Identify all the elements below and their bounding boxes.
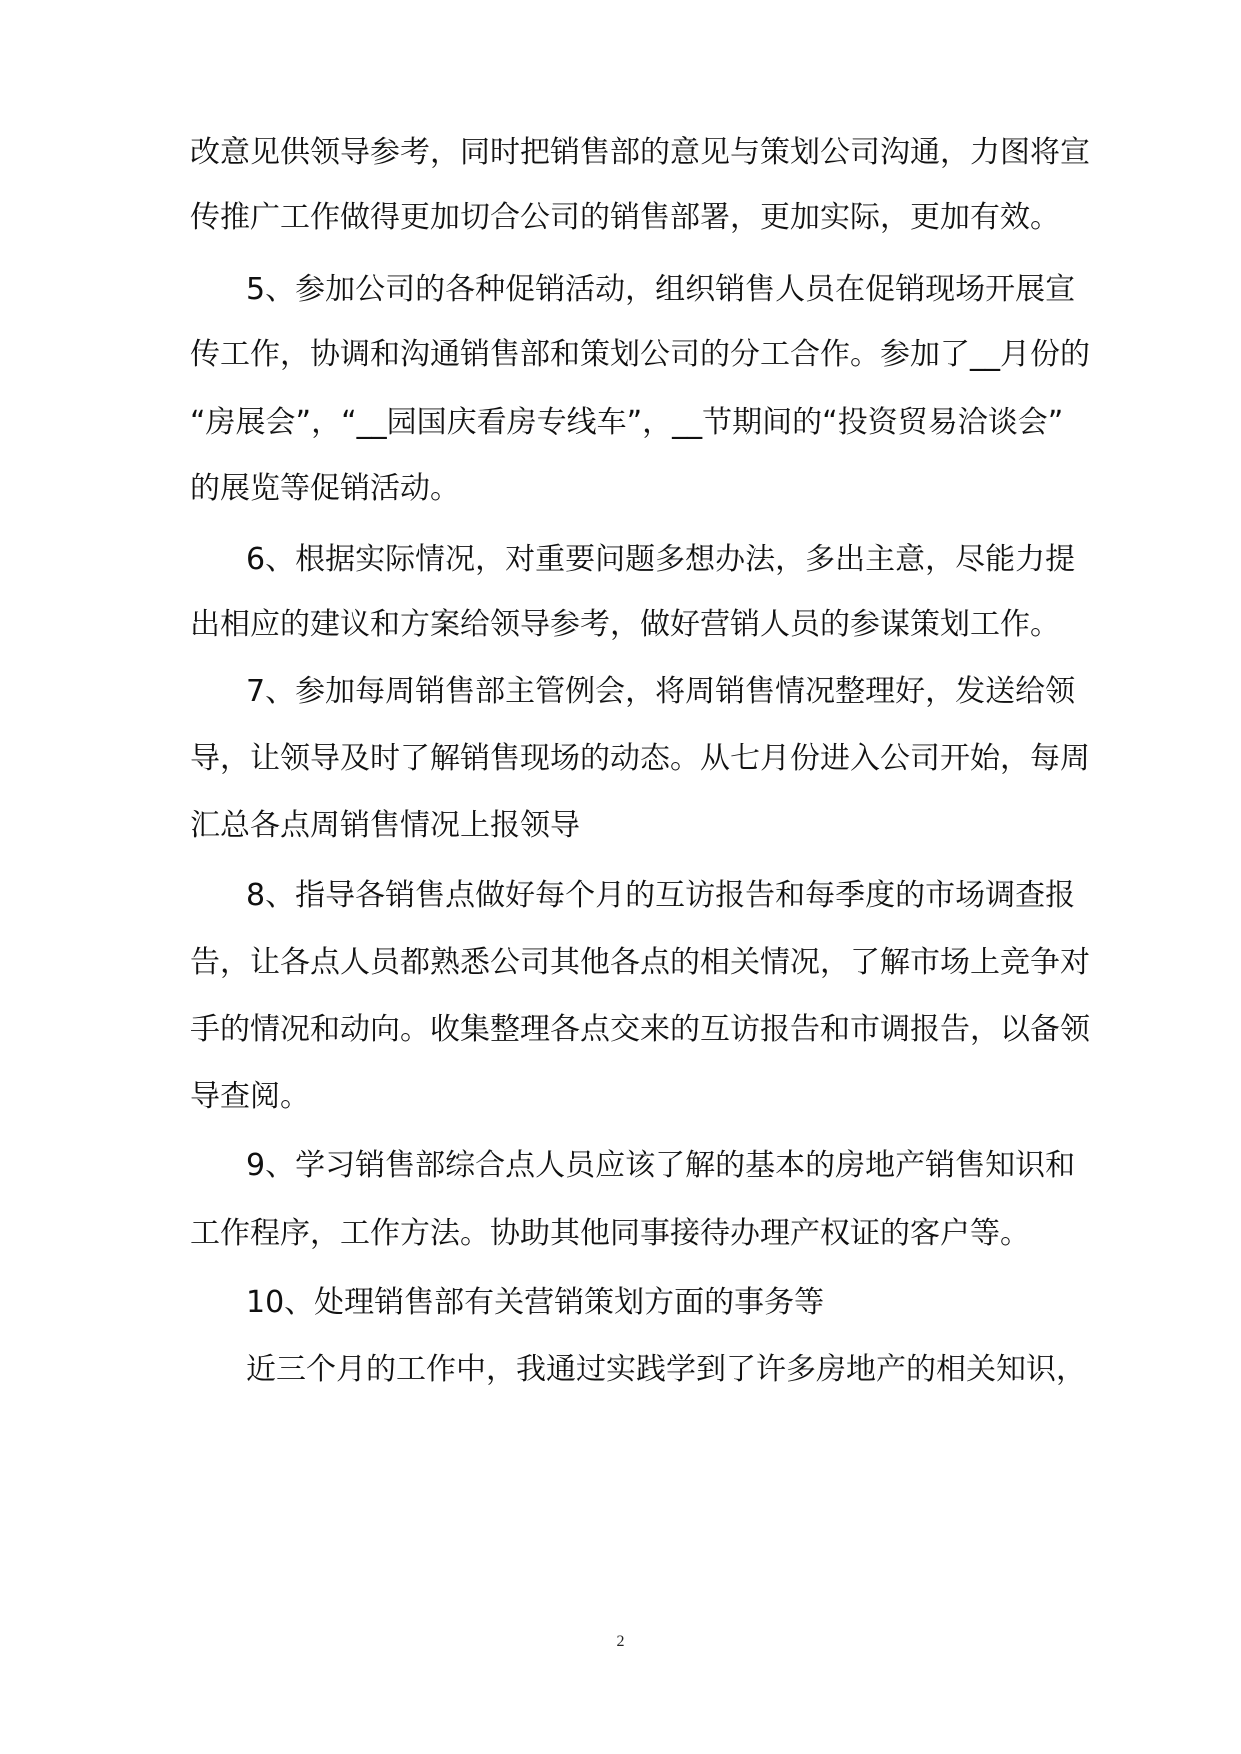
body-text-line: 传推广工作做得更加切合公司的销售部署，更加实际，更加有效。 (190, 200, 1060, 235)
body-text-line: 工作程序，工作方法。协助其他同事接待办理产权证的客户等。 (190, 1216, 1030, 1251)
body-text-line: 汇总各点周销售情况上报领导 (190, 808, 580, 843)
body-text-line: 8、指导各销售点做好每个月的互访报告和每季度的市场调查报 (246, 878, 1076, 913)
body-text-line: 手的情况和动向。收集整理各点交来的互访报告和市调报告，以备领 (190, 1012, 1090, 1047)
page-number: 2 (616, 1633, 625, 1650)
body-text-line: 导查阅。 (190, 1079, 310, 1114)
body-text-line: 10、处理销售部有关营销策划方面的事务等 (246, 1285, 825, 1320)
body-text-line: 传工作，协调和沟通销售部和策划公司的分工合作。参加了__月份的 (190, 337, 1090, 372)
body-text-line: 出相应的建议和方案给领导参考，做好营销人员的参谋策划工作。 (190, 607, 1060, 642)
body-text-line: 改意见供领导参考，同时把销售部的意见与策划公司沟通，力图将宣 (190, 135, 1090, 170)
body-text-line: 5、参加公司的各种促销活动，组织销售人员在促销现场开展宣 (246, 272, 1076, 307)
body-text-line: 告，让各点人员都熟悉公司其他各点的相关情况，了解市场上竞争对 (190, 945, 1090, 980)
body-text-line: 导，让领导及时了解销售现场的动态。从七月份进入公司开始，每周 (190, 741, 1090, 776)
body-text-line: “房展会”，“__园国庆看房专线车”，__节期间的“投资贸易洽谈会” (190, 405, 1064, 440)
body-text-line: 7、参加每周销售部主管例会，将周销售情况整理好，发送给领 (246, 674, 1076, 709)
body-text-line: 的展览等促销活动。 (190, 471, 460, 506)
body-text-line: 近三个月的工作中，我通过实践学到了许多房地产的相关知识， (246, 1352, 1086, 1387)
body-text-line: 6、根据实际情况，对重要问题多想办法，多出主意，尽能力提 (246, 542, 1076, 577)
body-text-line: 9、学习销售部综合点人员应该了解的基本的房地产销售知识和 (246, 1148, 1076, 1183)
